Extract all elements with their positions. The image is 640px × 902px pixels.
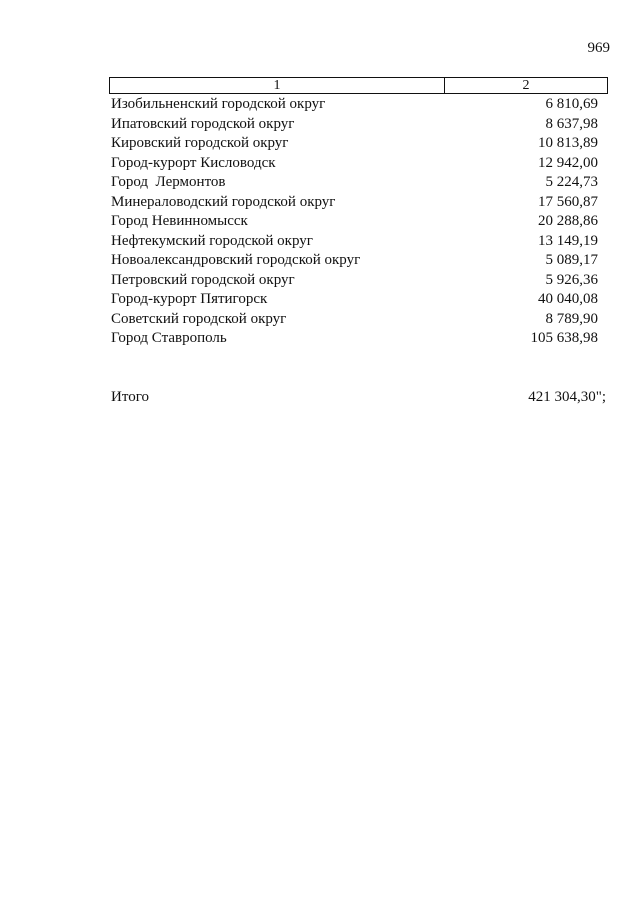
table-row — [111, 232, 598, 252]
table-row — [111, 329, 598, 349]
table-row — [111, 271, 598, 291]
row-name: Нефтекумский городской округ — [111, 232, 313, 249]
total-value: 421 304,30"; — [528, 389, 606, 405]
table-row — [111, 134, 598, 154]
row-value: 10 813,89 — [538, 135, 598, 151]
table-row — [111, 251, 598, 271]
table-row — [111, 95, 598, 115]
row-value: 40 040,08 — [538, 291, 598, 307]
row-value: 13 149,19 — [538, 232, 598, 249]
table-row — [111, 173, 598, 193]
row-name: Город Невинномысск — [111, 213, 248, 229]
row-name: Ипатовский городской округ — [111, 115, 295, 132]
row-value: 12 942,00 — [538, 154, 598, 171]
table-row — [111, 115, 598, 135]
column-header-1: 1 — [110, 78, 445, 93]
row-name: Изобильненский городской округ — [111, 96, 326, 112]
row-name: Кировский городской округ — [111, 135, 289, 151]
total-label: Итого — [111, 389, 149, 405]
row-value: 17 560,87 — [538, 193, 598, 210]
row-name: Город-курорт Пятигорск — [111, 291, 268, 307]
table-body — [111, 95, 598, 349]
row-name: Город Ставрополь — [111, 330, 227, 346]
page-number: 969 — [587, 40, 610, 56]
row-value: 5 089,17 — [545, 252, 598, 268]
row-value: 6 810,69 — [545, 96, 598, 112]
column-header-2: 2 — [522, 78, 530, 93]
row-value: 20 288,86 — [538, 213, 598, 229]
table-row — [111, 212, 598, 232]
row-name: Город Лермонтов — [111, 174, 226, 190]
row-name: Новоалександровский городской округ — [111, 252, 361, 268]
row-name: Советский городской округ — [111, 310, 287, 327]
row-value: 105 638,98 — [530, 330, 598, 346]
row-value: 5 224,73 — [545, 174, 598, 190]
table-row — [111, 154, 598, 174]
row-name: Минераловодский городской округ — [111, 193, 336, 210]
table-row — [111, 310, 598, 330]
table-header — [109, 77, 608, 94]
row-name: Петровский городской округ — [111, 271, 295, 288]
table-row — [111, 193, 598, 213]
row-name: Город-курорт Кисловодск — [111, 154, 276, 171]
table-row — [111, 290, 598, 310]
total-row — [111, 387, 606, 407]
row-value: 5 926,36 — [545, 271, 598, 288]
row-value: 8 637,98 — [545, 115, 598, 132]
row-value: 8 789,90 — [545, 310, 598, 327]
